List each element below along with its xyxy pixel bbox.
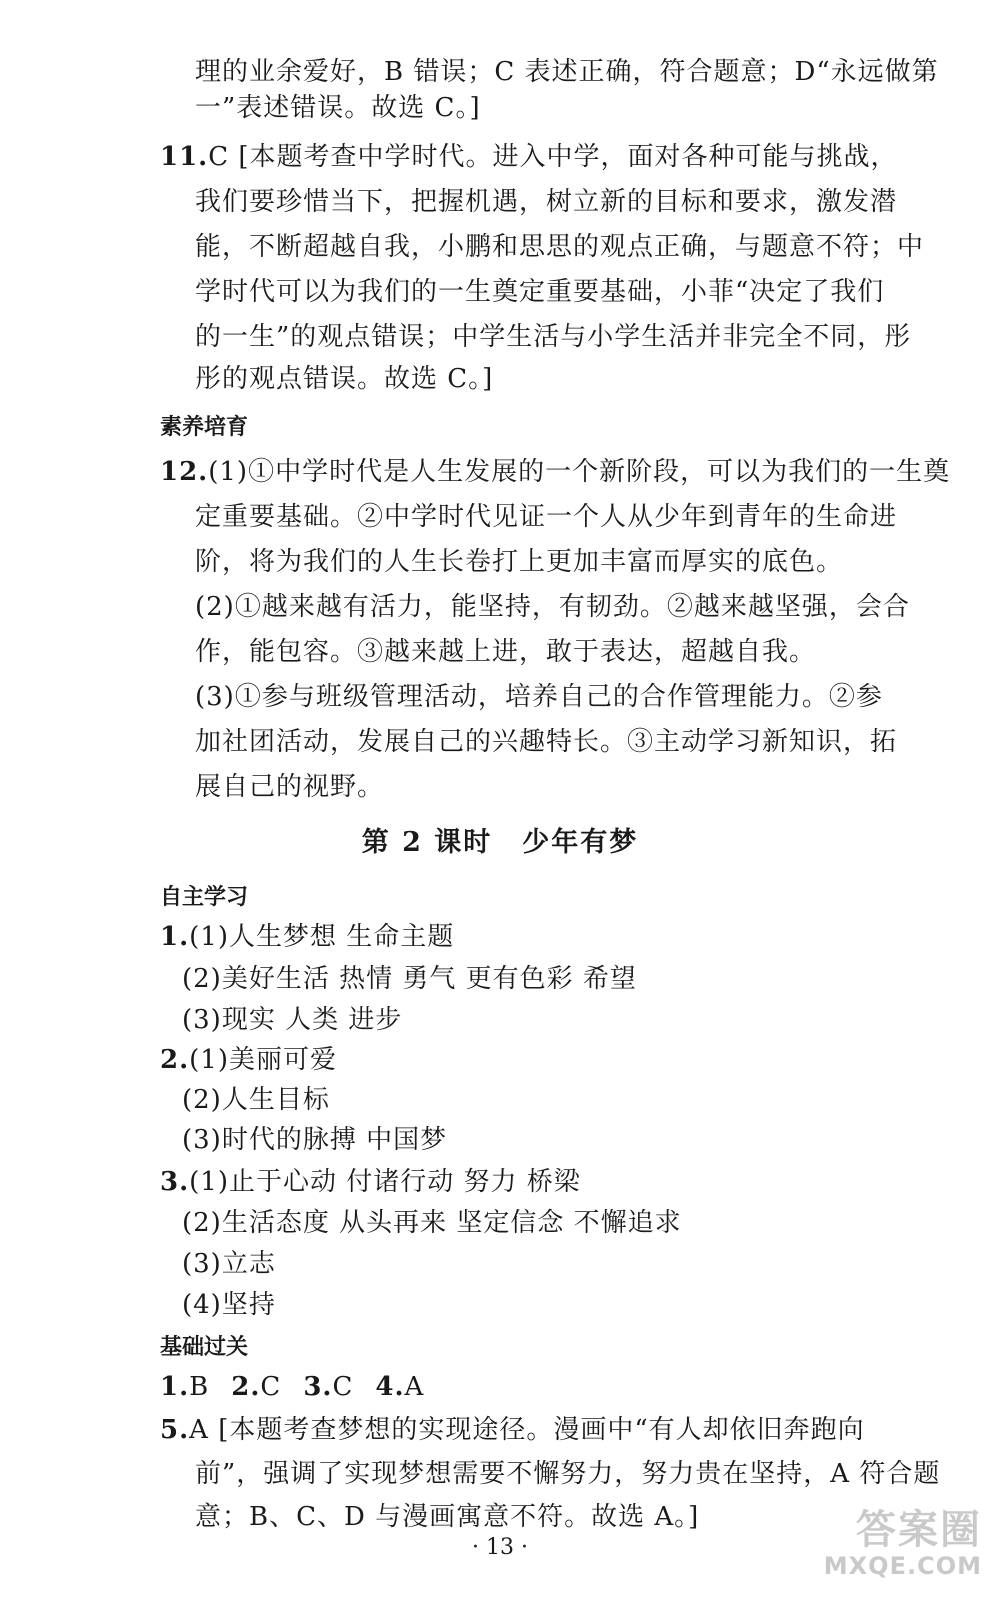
watermark-url: MXQE.COM [823,1552,982,1580]
zizhu-q1 [160,920,454,954]
text-line: 一”表述错误。故选 C。] [195,93,481,123]
text-line: 学时代可以为我们的一生奠定重要基础，小菲“决定了我们 [195,277,885,307]
question-number: 1. [160,922,190,952]
question-number: 4. [375,1372,405,1402]
text-line: (1)①中学时代是人生发展的一个新阶段，可以为我们的一生奠 [208,457,951,487]
jichu-answers [160,1370,424,1404]
text-line: 加社团活动，发展自己的兴趣特长。③主动学习新知识，拓 [195,727,898,757]
text-line: (2)①越来越有活力，能坚持，有韧劲。②越来越坚强，会合 [195,592,910,622]
answer: B [189,1372,210,1402]
text-line: 定重要基础。②中学时代见证一个人从少年到青年的生命进 [195,502,898,532]
text-line: 能，不断超越自我，小鹏和思思的观点正确，与题意不符；中 [195,232,925,262]
text-line: (3)①参与班级管理活动，培养自己的合作管理能力。②参 [195,682,883,712]
text-line: 作，能包容。③越来越上进，敢于表达，超越自我。 [195,637,817,667]
text-line: (2)美好生活 热情 勇气 更有色彩 希望 [182,964,637,994]
text-line: 意；B、C、D 与漫画寓意不符。故选 A。] [195,1502,700,1532]
answer: C [260,1372,282,1402]
text-line: 理的业余爱好，B 错误；C 表述正确，符合题意；D“永远做第 [195,57,939,87]
watermark-logo-text: 答案圈 [856,1507,982,1553]
question-number: 1. [160,1372,190,1402]
answer: A [404,1372,425,1402]
zizhu-q2 [160,1043,337,1077]
question-number: 11. [160,142,209,172]
lesson-name: 少年有梦 [522,827,639,858]
question-number: 5. [160,1415,190,1445]
page-number: · 13 · [472,1535,528,1560]
watermark [792,1508,982,1586]
question-number: 12. [160,457,209,487]
text-line: 我们要珍惜当下，把握机遇，树立新的目标和要求，激发潜 [195,187,898,217]
section-heading-zizhu: 自主学习 [160,885,249,910]
text-line: (2)人生目标 [182,1085,330,1115]
lesson-title [0,820,1000,859]
answer: C [332,1372,354,1402]
section-heading-jichu: 基础过关 [160,1335,249,1360]
text-line: (4)坚持 [182,1290,276,1320]
text-line: 阶，将为我们的人生长卷打上更加丰富而厚实的底色。 [195,547,844,577]
text-line: (3)立志 [182,1249,276,1279]
text-line: A [本题考查梦想的实现途径。漫画中“有人却依旧奔跑向 [189,1415,865,1445]
text-line: 展自己的视野。 [195,772,385,802]
question-5 [160,1413,865,1447]
text-line: (1)人生梦想 生命主题 [189,922,455,952]
text-line: (2)生活态度 从头再来 坚定信念 不懈追求 [182,1208,682,1238]
text-line: (1)美丽可爱 [189,1045,337,1075]
text-line: 的一生”的观点错误；中学生活与小学生活并非完全不同，彤 [195,322,912,352]
text-line: (3)现实 人类 进步 [182,1005,403,1035]
text-line: 前”，强调了实现梦想需要不懈努力，努力贵在坚持，A 符合题 [195,1459,941,1489]
zizhu-q3 [160,1165,581,1199]
text-line: 彤的观点错误。故选 C。] [195,364,494,394]
lesson-number: 第 2 课时 [361,827,493,858]
text-line: (3)时代的脉搏 中国梦 [182,1125,448,1155]
question-number: 3. [160,1167,190,1197]
question-number: 3. [303,1372,333,1402]
text-line: (1)止于心动 付诸行动 努力 桥梁 [189,1167,581,1197]
question-12 [160,455,950,489]
text-line: C [本题考查中学时代。进入中学，面对各种可能与挑战， [208,142,898,172]
question-11 [160,140,898,174]
question-number: 2. [231,1372,261,1402]
question-number: 2. [160,1045,190,1075]
section-heading-suyang: 素养培育 [160,415,249,440]
